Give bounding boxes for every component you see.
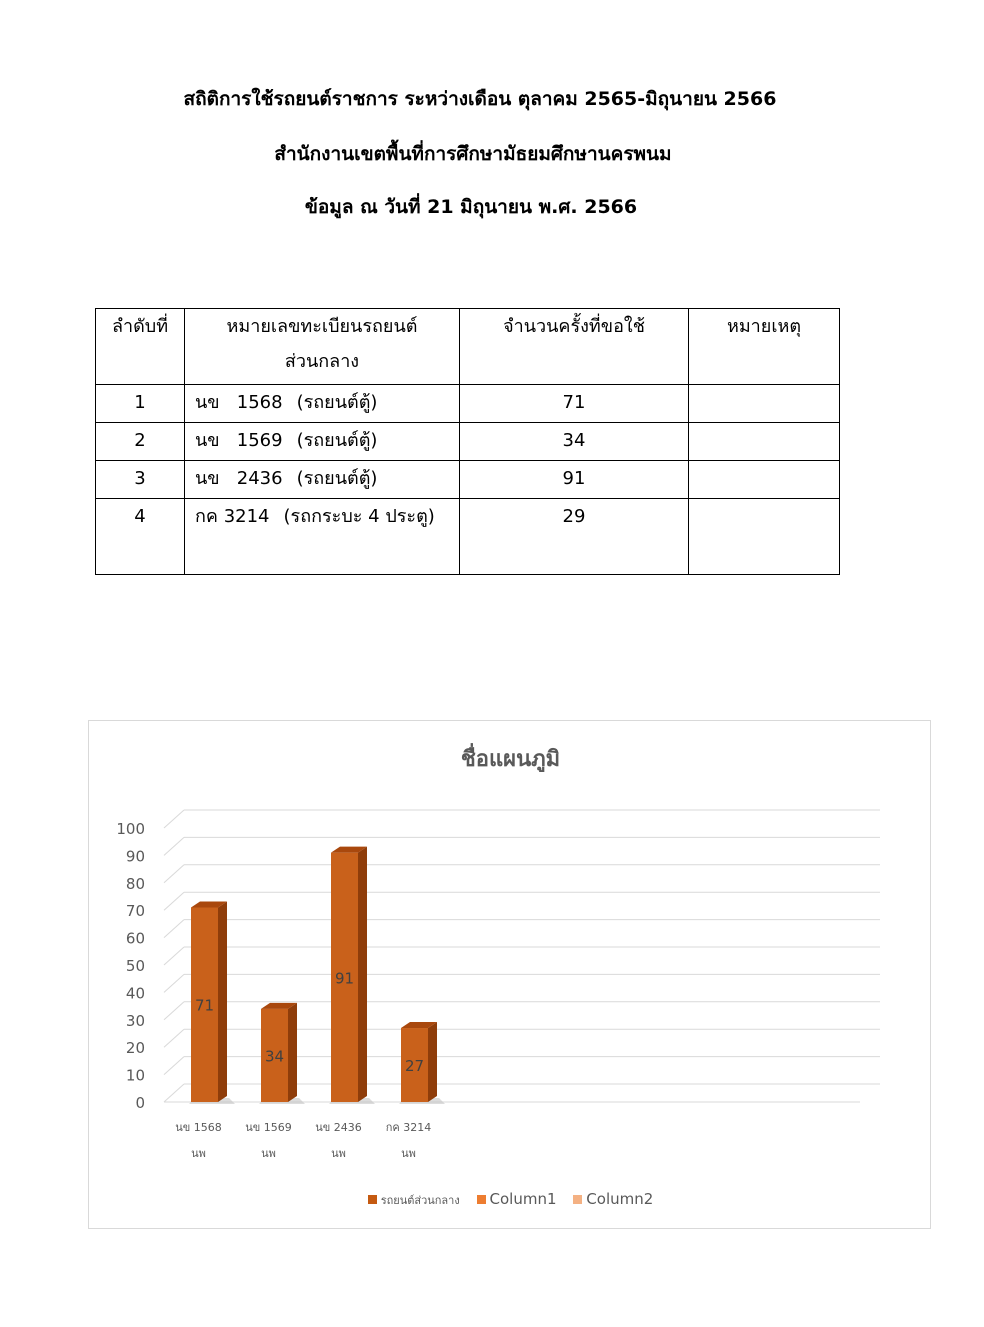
cell-order: 3 (96, 461, 185, 499)
cell-note (689, 499, 840, 575)
gridline-side (164, 810, 184, 828)
table-row (96, 461, 840, 499)
y-tick-label: 100 (116, 820, 145, 838)
y-tick-label: 50 (125, 957, 145, 975)
report-title: สถิติการใช้รถยนต์ราชการ ระหว่างเดือน ตุลาคม 2565-มิถุนายน 2566 (183, 88, 777, 110)
cell-order: 4 (96, 499, 185, 575)
vehicle-type: (รถยนต์ตู้) (296, 468, 378, 489)
table-row (96, 385, 840, 423)
plate-prefix: นข (195, 392, 220, 413)
x-tick-label-line2: นพ (401, 1147, 416, 1160)
x-tick-label-line2: นพ (331, 1147, 346, 1160)
gridline-side (164, 947, 184, 965)
gridline-side (164, 1084, 184, 1102)
x-tick-label: นข 1569 (245, 1121, 292, 1134)
gridline-side (164, 892, 184, 910)
col-header-count: จำนวนครั้งที่ขอใช้ (460, 309, 689, 385)
cell-plate (185, 461, 460, 499)
vehicle-type: (รถยนต์ตู้) (296, 430, 378, 451)
bar-chart (89, 721, 932, 1230)
cell-plate (185, 385, 460, 423)
cell-plate (185, 499, 460, 575)
cell-note (689, 423, 840, 461)
plate-prefix: กค (195, 506, 218, 527)
col-header-plate-line2: ส่วนกลาง (284, 351, 360, 372)
data-label: 27 (404, 1057, 425, 1076)
cell-note (689, 385, 840, 423)
legend-swatch (477, 1195, 486, 1204)
cell-count: 71 (460, 385, 689, 423)
plate-prefix: นข (195, 430, 220, 451)
bar-side (358, 847, 367, 1102)
gridline-side (164, 974, 184, 992)
cell-count: 29 (460, 499, 689, 575)
plate-prefix: นข (195, 468, 220, 489)
y-tick-label: 90 (125, 847, 145, 866)
bar-side (428, 1022, 437, 1102)
gridline-side (164, 1057, 184, 1075)
cell-count: 91 (460, 461, 689, 499)
gridline-side (164, 920, 184, 938)
legend-swatch (368, 1195, 377, 1204)
cell-note (689, 461, 840, 499)
legend-swatch (573, 1195, 582, 1204)
cell-order: 2 (96, 423, 185, 461)
plate-number: 1569 (236, 430, 283, 451)
legend-item (573, 1190, 653, 1208)
bar-side (288, 1003, 297, 1102)
x-tick-label: กค 3214 (385, 1121, 432, 1134)
gridline-side (164, 865, 184, 883)
vehicle-type: (รถกระบะ 4 ประตู) (283, 506, 435, 527)
data-label: 91 (334, 969, 355, 988)
cell-count: 34 (460, 423, 689, 461)
data-date: ข้อมูล ณ วันที่ 21 มิถุนายน พ.ศ. 2566 (304, 196, 638, 218)
office-name: สำนักงานเขตพื้นที่การศึกษามัธยมศึกษานครพนม (274, 143, 672, 165)
legend-item (477, 1190, 557, 1208)
table-header-row (96, 309, 840, 385)
cell-plate (185, 423, 460, 461)
vehicle-usage-table (95, 308, 840, 575)
legend-label: Column2 (586, 1190, 654, 1208)
y-tick-label: 70 (125, 902, 145, 921)
plate-number: 3214 (223, 506, 270, 527)
cell-order: 1 (96, 385, 185, 423)
x-tick-label: นข 1568 (175, 1121, 222, 1134)
y-tick-label: 40 (125, 984, 145, 1003)
gridline-side (164, 837, 184, 855)
data-label: 34 (264, 1047, 285, 1066)
bar-side (218, 901, 227, 1102)
y-tick-label: 20 (125, 1039, 145, 1058)
legend-label: Column1 (489, 1190, 557, 1208)
chart-title: ชื่อแผนภูมิ (460, 747, 561, 772)
table-row (96, 499, 840, 575)
legend-item (368, 1190, 460, 1209)
plate-number: 2436 (236, 468, 283, 489)
vehicle-type: (รถยนต์ตู้) (296, 392, 378, 413)
y-tick-label: 60 (125, 929, 145, 948)
chart-area (88, 720, 931, 1229)
y-tick-label: 10 (125, 1066, 145, 1085)
col-header-plate (185, 309, 460, 385)
data-label: 71 (194, 996, 215, 1015)
gridline-side (164, 1002, 184, 1020)
chart-legend (89, 1190, 932, 1209)
gridline-side (164, 1029, 184, 1047)
y-tick-label: 0 (135, 1094, 145, 1112)
col-header-plate-line1: หมายเลขทะเบียนรถยนต์ (226, 316, 418, 337)
table-row (96, 423, 840, 461)
x-tick-label-line2: นพ (261, 1147, 276, 1160)
legend-label: รถยนต์ส่วนกลาง (380, 1194, 460, 1207)
plate-number: 1568 (236, 392, 283, 413)
y-tick-label: 30 (125, 1011, 145, 1030)
y-tick-label: 80 (125, 874, 145, 893)
x-tick-label: นข 2436 (315, 1121, 362, 1134)
col-header-note: หมายเหตุ (689, 309, 840, 385)
x-tick-label-line2: นพ (191, 1147, 206, 1160)
col-header-order: ลำดับที่ (96, 309, 185, 385)
